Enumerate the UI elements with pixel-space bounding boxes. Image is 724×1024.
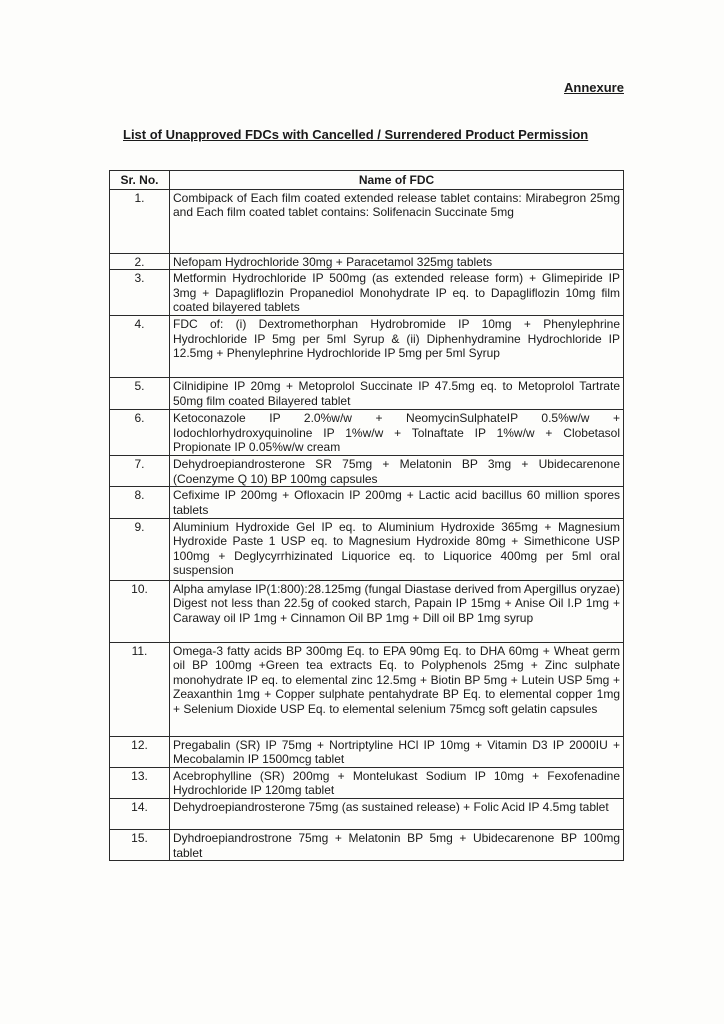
table-row (110, 410, 624, 456)
row-fdc-name: Cilnidipine IP 20mg + Metoprolol Succinate IP 47.5mg eq. to Metoprolol Tartrate 50mg film coated Bilayered tablet (170, 378, 624, 410)
row-fdc-name: Metformin Hydrochloride IP 500mg (as extended release form) + Glimepiride IP 3mg + Dapagliflozin Propanediol Monohydrate IP eq. to Dapagliflozin 10mg film coated bilayered tablets (170, 270, 624, 316)
row-sr-no: 4. (110, 316, 170, 378)
row-fdc-name: Ketoconazole IP 2.0%w/w + NeomycinSulphateIP 0.5%w/w + Iodochlorhydroxyquinoline IP 1%w/w + Tolnaftate IP 1%w/w + Clobetasol Propionate IP 0.05%w/w cream (170, 410, 624, 456)
row-fdc-name: Cefixime IP 200mg + Ofloxacin IP 200mg + Lactic acid bacillus 60 million spores tablets (170, 487, 624, 518)
table-row (110, 736, 624, 767)
table-row (110, 456, 624, 487)
table-row (110, 829, 624, 860)
row-sr-no: 14. (110, 798, 170, 829)
table-row (110, 270, 624, 316)
table-row (110, 316, 624, 378)
row-sr-no: 8. (110, 487, 170, 518)
document-title: List of Unapproved FDCs with Cancelled / Surrendered Product Permission (123, 127, 589, 142)
table-header-row (110, 171, 624, 190)
table-row (110, 378, 624, 410)
row-sr-no: 5. (110, 378, 170, 410)
row-fdc-name: Alpha amylase IP(1:800):28.125mg (fungal Diastase derived from Apergillus oryzae) Digest not less than 22.5g of cooked starch, Papain IP 15mg + Anise Oil I.P 1mg + Caraway oil IP 1mg + Cinnamon Oil BP 1mg + Dill oil BP 1mg syrup (170, 580, 624, 642)
row-fdc-name: Acebrophylline (SR) 200mg + Montelukast Sodium IP 10mg + Fexofenadine Hydrochloride IP 120mg tablet (170, 767, 624, 798)
row-fdc-name: Combipack of Each film coated extended release tablet contains: Mirabegron 25mg and Each film coated tablet contains: Solifenacin Succinate 5mg (170, 189, 624, 253)
table-row (110, 642, 624, 736)
row-sr-no: 1. (110, 189, 170, 253)
row-fdc-name: FDC of: (i) Dextromethorphan Hydrobromide IP 10mg + Phenylephrine Hydrochloride IP 5mg per 5ml Syrup & (ii) Diphenhydramine Hydrochloride IP 12.5mg + Phenylephrine Hydrochloride IP 5mg per 5ml Syrup (170, 316, 624, 378)
row-sr-no: 2. (110, 253, 170, 270)
row-fdc-name: Omega-3 fatty acids BP 300mg Eq. to EPA 90mg Eq. to DHA 60mg + Wheat germ oil BP 100mg +Green tea extracts Eq. to Polyphenols 25mg + Zinc sulphate monohydrate IP eq. to elemental zinc 12.5mg + Biotin BP 5mg + Lutein USP 5mg + Zeaxanthin 1mg + Copper sulphate pentahydrate BP Eq. to elemental copper 1mg + Selenium Dioxide USP Eq. to elemental selenium 75mcg soft gelatin capsules (170, 642, 624, 736)
row-fdc-name: Nefopam Hydrochloride 30mg + Paracetamol 325mg tablets (170, 253, 624, 270)
fdc-table (109, 170, 624, 861)
row-sr-no: 7. (110, 456, 170, 487)
table-row (110, 253, 624, 270)
row-sr-no: 3. (110, 270, 170, 316)
row-fdc-name: Dehydroepiandrosterone 75mg (as sustained release) + Folic Acid IP 4.5mg tablet (170, 798, 624, 829)
table-row (110, 189, 624, 253)
row-fdc-name: Dyhdroepiandrostrone 75mg + Melatonin BP 5mg + Ubidecarenone BP 100mg tablet (170, 829, 624, 860)
header-name-of-fdc: Name of FDC (170, 171, 624, 190)
table-row (110, 798, 624, 829)
table-row (110, 767, 624, 798)
row-sr-no: 15. (110, 829, 170, 860)
row-fdc-name: Dehydroepiandrosterone SR 75mg + Melatonin BP 3mg + Ubidecarenone (Coenzyme Q 10) BP 100mg capsules (170, 456, 624, 487)
row-sr-no: 10. (110, 580, 170, 642)
annexure-label: Annexure (564, 80, 624, 95)
row-sr-no: 12. (110, 736, 170, 767)
row-sr-no: 6. (110, 410, 170, 456)
row-fdc-name: Pregabalin (SR) IP 75mg + Nortriptyline HCl IP 10mg + Vitamin D3 IP 2000IU + Mecobalamin IP 1500mcg tablet (170, 736, 624, 767)
row-sr-no: 11. (110, 642, 170, 736)
row-sr-no: 9. (110, 518, 170, 580)
table-row (110, 518, 624, 580)
row-sr-no: 13. (110, 767, 170, 798)
row-fdc-name: Aluminium Hydroxide Gel IP eq. to Aluminium Hydroxide 365mg + Magnesium Hydroxide Paste 1 USP eq. to Magnesium Hydroxide 80mg + Simethicone USP 100mg + Deglycyrrhizinated Liquorice eq. to Liquorice 400mg per 5ml oral suspension (170, 518, 624, 580)
table-row (110, 487, 624, 518)
header-sr-no: Sr. No. (110, 171, 170, 190)
table-row (110, 580, 624, 642)
